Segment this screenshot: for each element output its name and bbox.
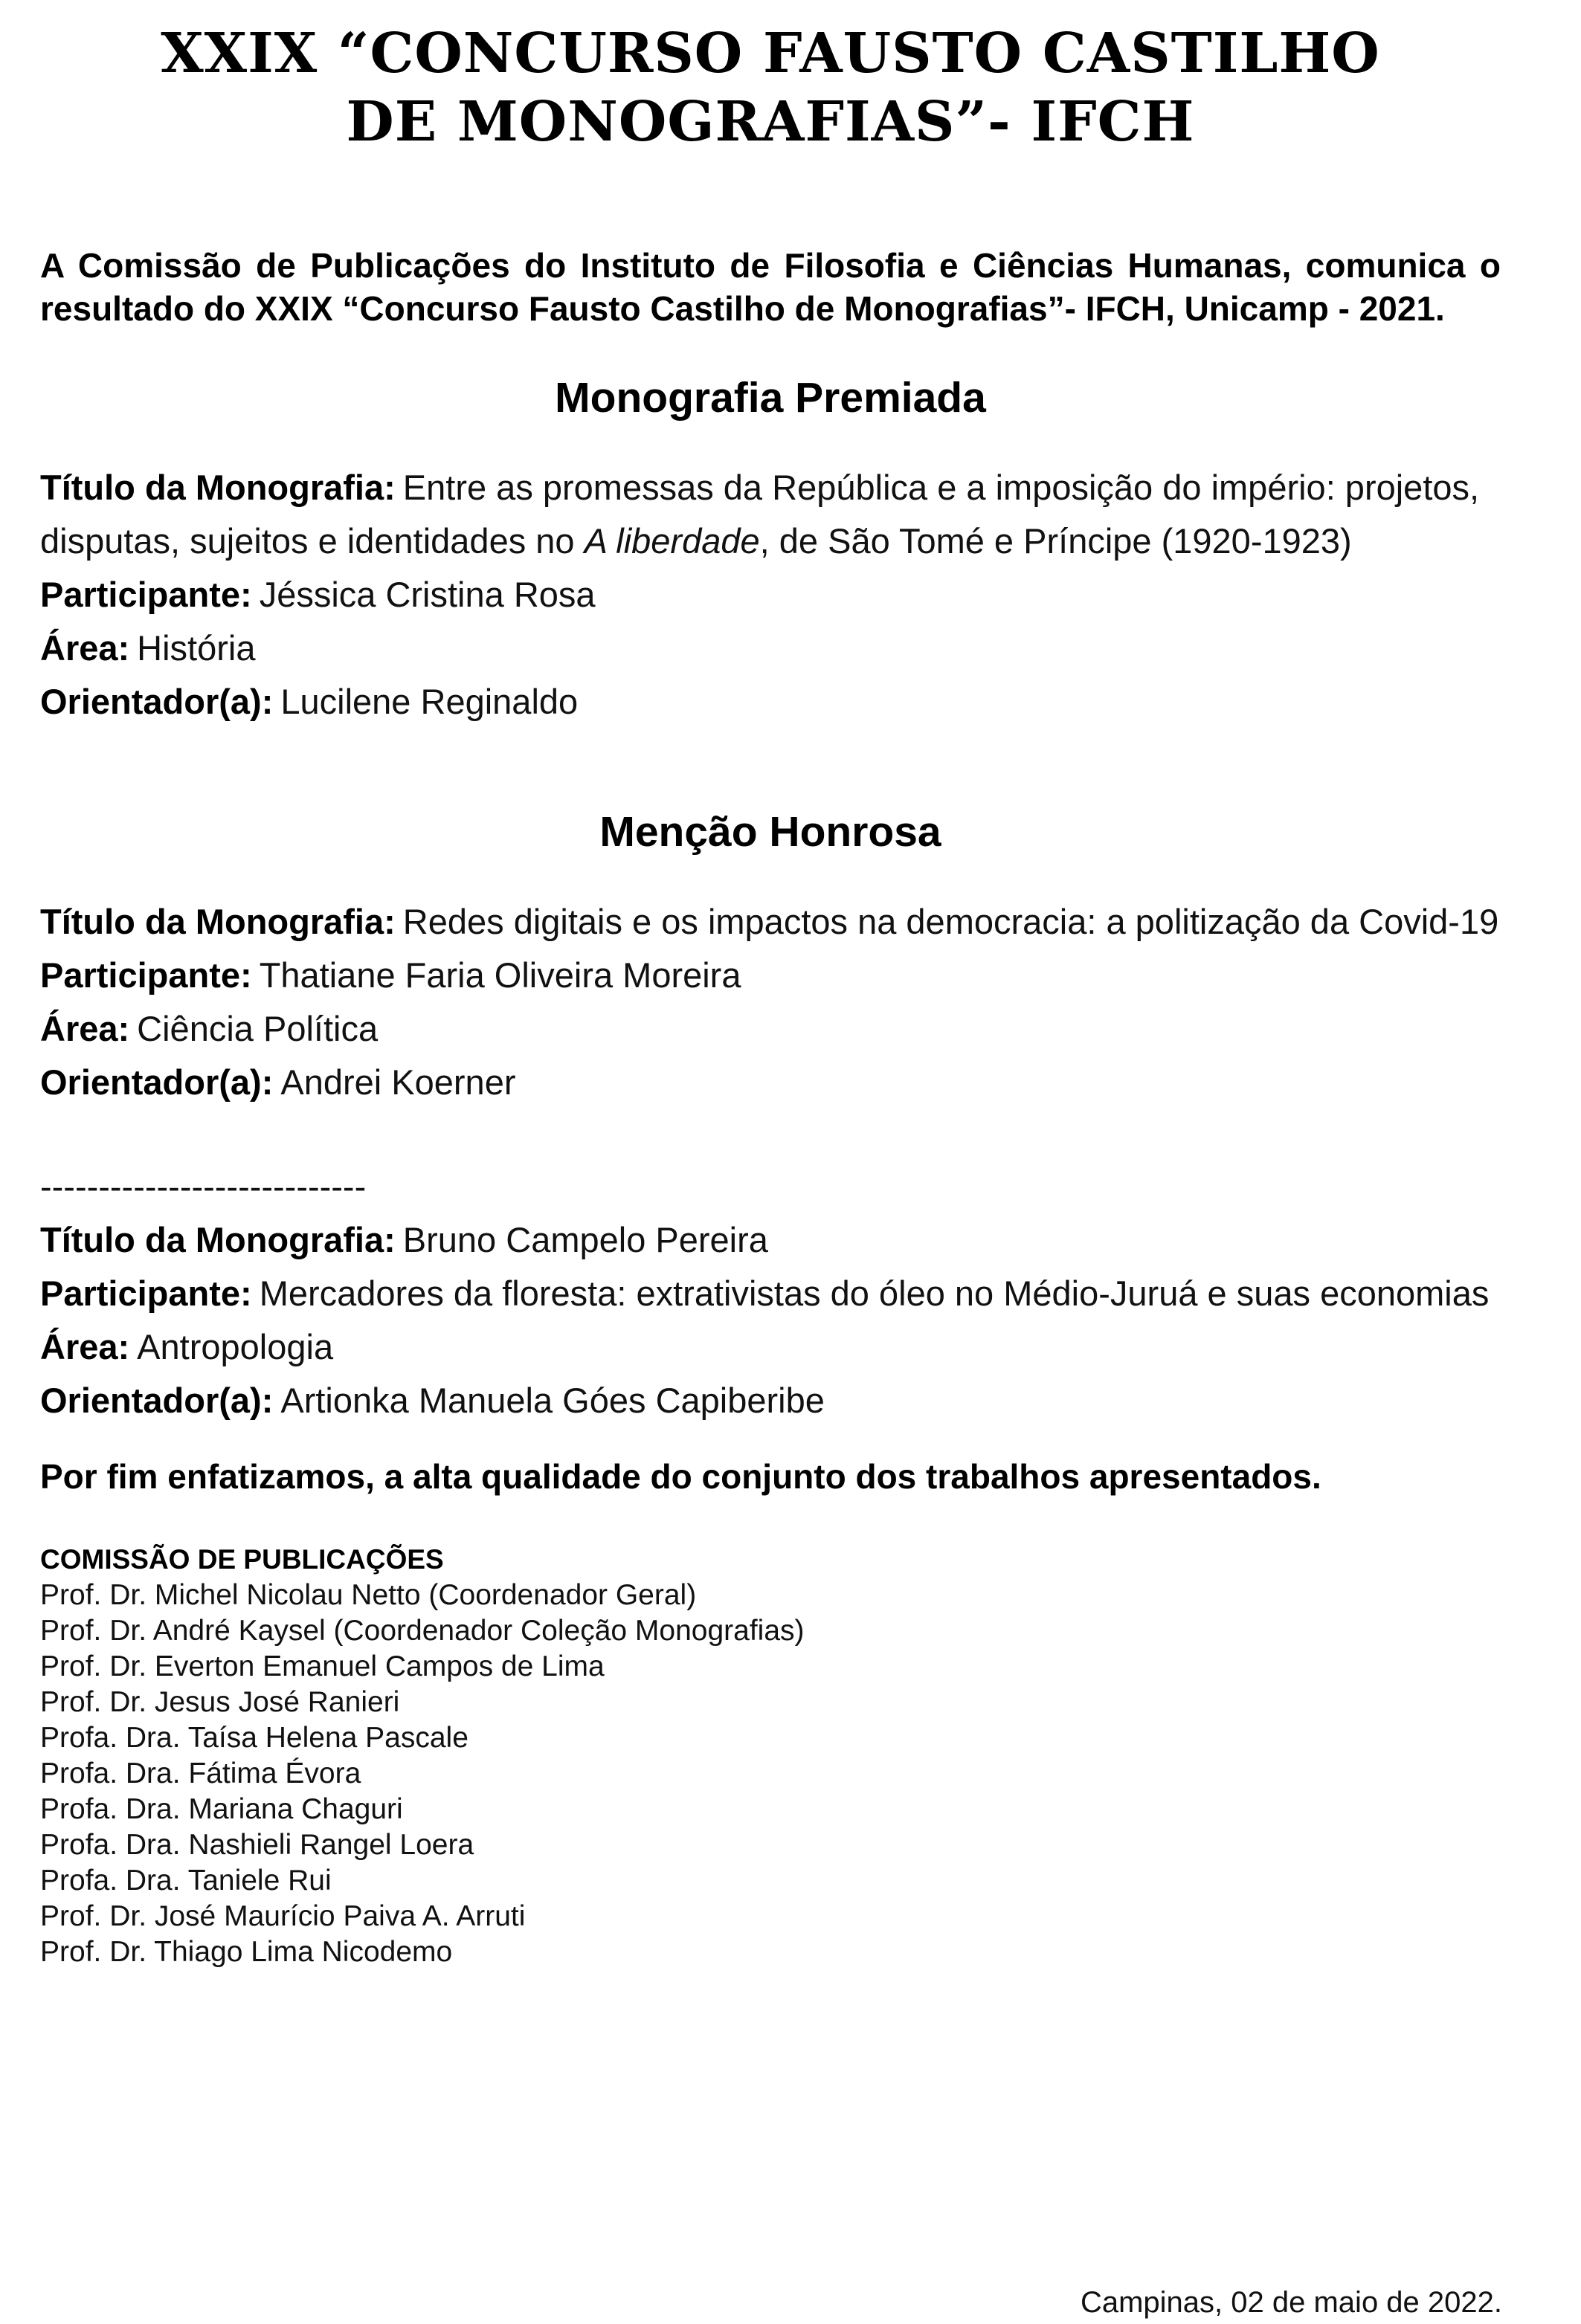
field-titulo <box>40 1213 1501 1267</box>
title-line-2: DE MONOGRAFIAS”- IFCH <box>346 90 1195 154</box>
place-and-date: Campinas, 02 de maio de 2022. <box>1080 2286 1502 2319</box>
field-orientador <box>40 1374 1501 1427</box>
value-orientador: Andrei Koerner <box>280 1062 516 1102</box>
value-titulo: Bruno Campelo Pereira <box>402 1220 768 1259</box>
value-titulo-part2: , de São Tomé e Príncipe (1920-1923) <box>759 521 1352 561</box>
commission-member: Profa. Dra. Mariana Chaguri <box>40 1793 403 1825</box>
title-line-1: XXIX “CONCURSO FAUSTO CASTILHO <box>161 22 1380 85</box>
field-participante <box>40 568 1501 622</box>
value-area: Ciência Política <box>137 1009 379 1048</box>
value-area: Antropologia <box>137 1327 334 1366</box>
entry-mencao-1 <box>40 895 1501 1109</box>
entry-separator: ---------------------------- <box>40 1166 367 1206</box>
document-page <box>40 0 1501 1970</box>
field-orientador <box>40 675 1501 729</box>
label-participante: Participante: <box>40 575 252 614</box>
entry-mencao-2 <box>40 1213 1501 1427</box>
field-titulo <box>40 461 1501 568</box>
label-participante: Participante: <box>40 1274 252 1313</box>
label-titulo: Título da Monografia: <box>40 1220 396 1259</box>
value-titulo-italic: A liberdade <box>584 521 760 561</box>
label-area: Área: <box>40 628 130 668</box>
commission-member: Prof. Dr. Jesus José Ranieri <box>40 1686 400 1718</box>
field-area <box>40 1002 1501 1056</box>
label-orientador: Orientador(a): <box>40 1062 274 1102</box>
label-participante: Participante: <box>40 955 252 995</box>
label-area: Área: <box>40 1009 130 1048</box>
section-heading-mencao: Menção Honrosa <box>599 808 941 856</box>
commission-title: COMISSÃO DE PUBLICAÇÕES <box>40 1544 444 1575</box>
commission-member: Prof. Dr. Everton Emanuel Campos de Lima <box>40 1650 605 1682</box>
label-titulo: Título da Monografia: <box>40 902 396 941</box>
value-area: História <box>137 628 256 668</box>
section-heading-premiada: Monografia Premiada <box>555 374 986 422</box>
commission-member: Prof. Dr. Thiago Lima Nicodemo <box>40 1936 453 1968</box>
commission-member: Prof. Dr. José Maurício Paiva A. Arruti <box>40 1900 526 1932</box>
field-area <box>40 622 1501 675</box>
label-titulo: Título da Monografia: <box>40 468 396 507</box>
field-participante <box>40 949 1501 1002</box>
value-titulo: Redes digitais e os impactos na democracia: a politização da Covid-19 <box>402 902 1499 941</box>
value-participante: Mercadores da floresta: extrativistas do óleo no Médio-Juruá e suas economias <box>259 1274 1490 1313</box>
label-orientador: Orientador(a): <box>40 682 274 721</box>
value-titulo-part1: Entre as promessas da República e a imposição do império: projetos, disputas, sujeitos e identidades no <box>40 468 1480 561</box>
value-orientador: Lucilene Reginaldo <box>280 682 579 721</box>
entry-premiada <box>40 461 1501 729</box>
field-titulo <box>40 895 1501 949</box>
commission-member: Prof. Dr. André Kaysel (Coordenador Coleção Monografias) <box>40 1615 805 1647</box>
commission-block <box>40 1542 1501 1970</box>
commission-member: Profa. Dra. Fátima Évora <box>40 1757 361 1789</box>
document-title <box>40 19 1501 156</box>
label-orientador: Orientador(a): <box>40 1381 274 1420</box>
intro-paragraph: A Comissão de Publicações do Instituto de Filosofia e Ciências Humanas, comunica o resultado do XXIX “Concurso Fausto Castilho de Monografias”- IFCH, Unicamp - 2021. <box>40 246 1501 328</box>
closing-statement: Por fim enfatizamos, a alta qualidade do conjunto dos trabalhos apresentados. <box>40 1457 1321 1496</box>
value-participante: Jéssica Cristina Rosa <box>259 575 596 614</box>
field-participante <box>40 1267 1501 1320</box>
value-orientador: Artionka Manuela Góes Capiberibe <box>280 1381 825 1420</box>
commission-member: Prof. Dr. Michel Nicolau Netto (Coordenador Geral) <box>40 1579 697 1611</box>
field-orientador <box>40 1056 1501 1109</box>
commission-member: Profa. Dra. Nashieli Rangel Loera <box>40 1829 474 1861</box>
field-area <box>40 1320 1501 1374</box>
commission-member: Profa. Dra. Taniele Rui <box>40 1865 332 1897</box>
label-area: Área: <box>40 1327 130 1366</box>
value-participante: Thatiane Faria Oliveira Moreira <box>259 955 741 995</box>
commission-member: Profa. Dra. Taísa Helena Pascale <box>40 1722 468 1754</box>
